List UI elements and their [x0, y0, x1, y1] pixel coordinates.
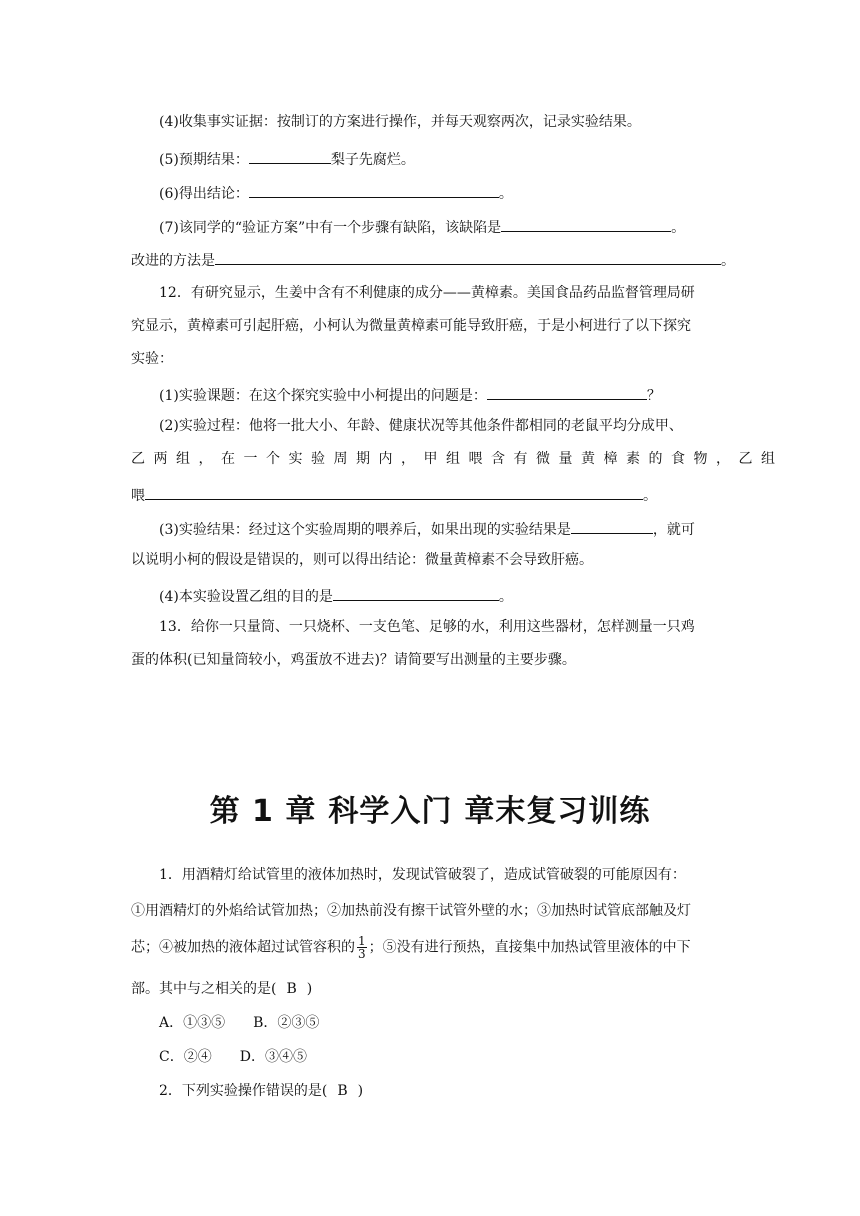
q1-line4-suffix: )	[306, 981, 313, 997]
chapter-name: 科学入门	[328, 794, 453, 829]
fraction-numerator: 1	[358, 934, 366, 948]
q13-line1: 13．给你一只量筒、一只烧杯、一支色笔、足够的水，利用这些器材，怎样测量一只鸡	[159, 619, 695, 635]
step7-blank[interactable]	[501, 216, 671, 232]
q1-answer: B	[286, 981, 297, 997]
q12-line2: 究显示，黄樟素可引起肝癌，小柯认为微量黄樟素可能导致肝癌，于是小柯进行了以下探究	[131, 318, 691, 334]
q12-sub4-blank[interactable]	[333, 585, 499, 601]
step5-line	[159, 148, 415, 169]
step6-prefix: (6)得出结论：	[159, 186, 249, 202]
q1-options-row1	[159, 1014, 319, 1032]
q1-line2: ①用酒精灯的外焰给试管加热；②加热前没有擦干试管外壁的水；③加热时试管底部触及灯	[131, 903, 691, 919]
q12-sub2-line1: (2)实验过程：他将一批大小、年龄、健康状况等其他条件都相同的老鼠平均分成甲、	[159, 418, 683, 434]
step7-suffix: 。	[671, 220, 686, 236]
q12-sub4-line	[159, 585, 513, 606]
q12-sub4-suffix: 。	[498, 589, 513, 605]
chapter-number: 第 1 章	[209, 794, 317, 829]
q13-line2: 蛋的体积(已知量筒较小，鸡蛋放不进去)？请简要写出测量的主要步骤。	[131, 652, 576, 668]
q1-line4-prefix: 部。其中与之相关的是(	[131, 981, 277, 997]
q1-line1: 1．用酒精灯给试管里的液体加热时，发现试管破裂了，造成试管破裂的可能原因有：	[159, 867, 686, 883]
q2-prefix: 2．下列实验操作错误的是(	[159, 1083, 328, 1099]
q12-sub1-prefix: (1)实验课题：在这个探究实验中小柯提出的问题是：	[159, 388, 487, 404]
q12-sub1-line	[159, 384, 661, 405]
chapter-subtitle: 章末复习训练	[464, 794, 651, 829]
step4-text: (4)收集事实证据：按制订的方案进行操作，并每天观察两次，记录实验结果。	[159, 114, 641, 130]
improve-line	[131, 249, 735, 270]
q1-line3	[131, 935, 691, 960]
q1-line4	[131, 980, 312, 998]
q12-sub3-blank[interactable]	[571, 518, 653, 534]
improve-prefix: 改进的方法是	[131, 253, 215, 269]
q12-sub2-blank[interactable]	[145, 484, 643, 500]
q1-options-row2	[159, 1048, 307, 1066]
q12-sub3-line2: 以说明小柯的假设是错误的，则可以得出结论：微量黄樟素不会导致肝癌。	[131, 552, 593, 568]
q12-sub2-line3-suffix: 。	[643, 488, 657, 504]
fraction-denominator: 3	[358, 947, 366, 961]
q12-sub2-line3-prefix: 喂	[131, 488, 145, 504]
q12-sub3-prefix: (3)实验结果：经过这个实验周期的喂养后，如果出现的实验结果是	[159, 522, 571, 538]
q12-line1: 12．有研究显示，生姜中含有不利健康的成分——黄樟素。美国食品药品监督管理局研	[159, 285, 695, 301]
q2-suffix: )	[357, 1083, 364, 1099]
improve-suffix: 。	[721, 253, 735, 269]
step5-suffix: 梨子先腐烂。	[330, 152, 415, 168]
q12-sub1-blank[interactable]	[487, 384, 647, 400]
step7-prefix: (7)该同学的“验证方案”中有一个步骤有缺陷，该缺陷是	[159, 220, 502, 236]
one-third-fraction	[357, 935, 367, 960]
q12-sub1-suffix: ？	[646, 388, 661, 404]
q1-option-a[interactable]: A．①③⑤	[159, 1015, 226, 1031]
q12-line3: 实验：	[131, 351, 173, 367]
step6-blank[interactable]	[249, 182, 499, 198]
q12-sub4-prefix: (4)本实验设置乙组的目的是	[159, 589, 333, 605]
q2-line	[159, 1082, 363, 1100]
improve-blank[interactable]	[215, 249, 721, 265]
q12-sub2-line3	[131, 484, 657, 505]
q1-option-b[interactable]: B．②③⑤	[253, 1015, 320, 1031]
q12-sub3-suffix: ，就可	[652, 522, 695, 538]
step5-prefix: (5)预期结果：	[159, 152, 249, 168]
q1-option-c[interactable]: C．②④	[159, 1049, 212, 1065]
chapter-title	[0, 786, 860, 830]
q12-sub2-line2: 乙两组，在一个实验周期内，甲组喂含有微量黄樟素的食物，乙组	[131, 451, 784, 467]
step5-blank[interactable]	[249, 148, 331, 164]
q12-sub3-line	[159, 518, 695, 539]
q1-option-d[interactable]: D．③④⑤	[239, 1049, 307, 1065]
q2-answer: B	[337, 1083, 348, 1099]
q1-line3-prefix: 芯；④被加热的液体超过试管容积的	[131, 939, 355, 956]
step6-suffix: 。	[498, 186, 513, 202]
q1-line3-suffix: ；⑤没有进行预热，直接集中加热试管里液体的中下	[368, 939, 691, 956]
step7-line	[159, 216, 685, 237]
step6-line	[159, 182, 513, 203]
